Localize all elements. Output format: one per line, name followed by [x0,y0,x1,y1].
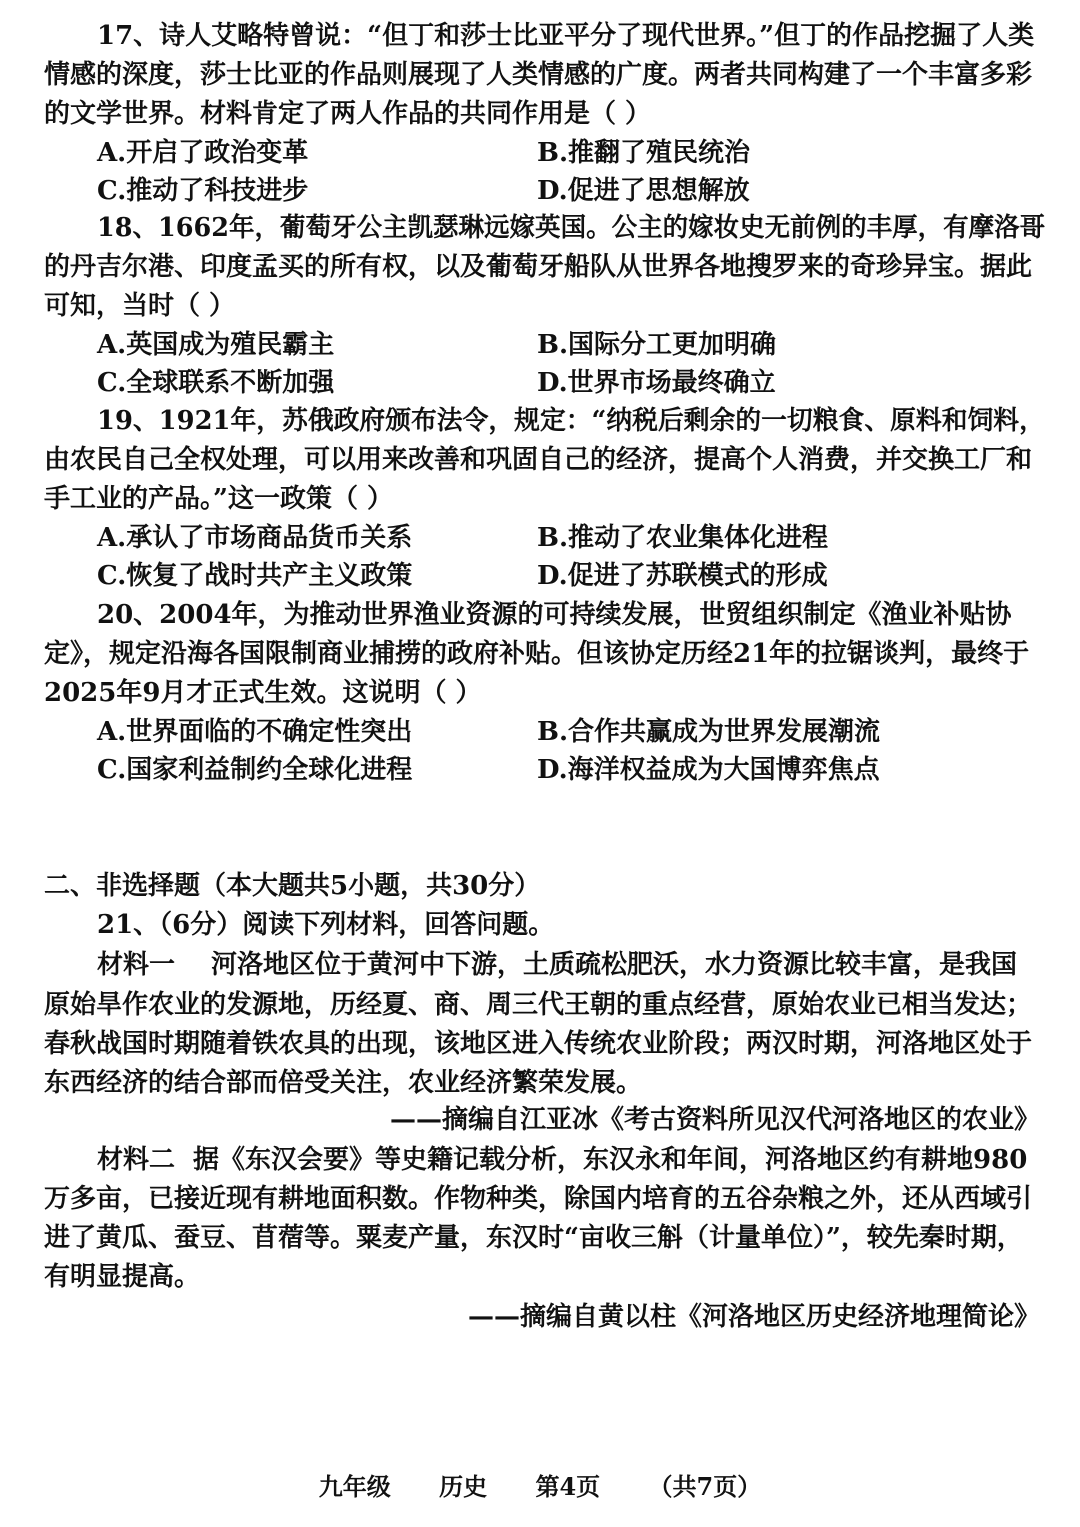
q18-options-row-1 [97,326,1057,364]
q17-line-1: 17、诗人艾略特曾说：“但丁和莎士比亚平分了现代世界。”但丁的作品挖掘了人类 [97,21,1035,51]
footer-grade: 九年级 [318,1472,391,1501]
q19-line-1: 19、1921年，苏俄政府颁布法令，规定：“纳税后剩余的一切粮食、原料和饲料， [97,406,1045,436]
q18-option-c: C.全球联系不断加强 [97,368,335,398]
material-1-first-line [97,946,1017,984]
footer-page-number: 第4页 [535,1472,601,1501]
q19-line-3: 手工业的产品。”这一政策（ ） [44,484,394,514]
q19-option-a: A.承认了市场商品货币关系 [97,523,413,553]
q17-option-a: A.开启了政治变革 [97,138,309,168]
q17-line-2: 情感的深度，莎士比亚的作品则展现了人类情感的广度。两者共同构建了一个丰富多彩 [44,60,1033,90]
material-2-line-2: 万多亩，已接近现有耕地面积数。作物种类，除国内培育的五谷杂粮之外，还从西域引 [44,1184,1033,1214]
material-1-line-2: 原始旱作农业的发源地，历经夏、商、周三代王朝的重点经营，原始农业已相当发达； [44,990,1033,1020]
q18-option-a: A.英国成为殖民霸主 [97,330,335,360]
q20-option-b: B.合作共赢成为世界发展潮流 [537,717,881,747]
material-2-line-3: 进了黄瓜、蚕豆、苜蓿等。粟麦产量，东汉时“亩收三斛（计量单位）”，较先秦时期， [44,1223,1023,1253]
q18-option-b: B.国际分工更加明确 [537,330,777,360]
q19-options-row-2 [97,557,1057,595]
q18-options-row-2 [97,364,1057,402]
q20-option-a: A.世界面临的不确定性突出 [97,717,413,747]
section-2-heading: 二、非选择题（本大题共5小题，共30分） [44,871,541,901]
q20-options-row-2 [97,751,1057,789]
material-1-line-3: 春秋战国时期随着铁农具的出现，该地区进入传统农业阶段；两汉时期，河洛地区处于 [44,1029,1033,1059]
q17-option-c: C.推动了科技进步 [97,176,309,206]
q20-line-2: 定》，规定沿海各国限制商业捕捞的政府补贴。但该协定历经21年的拉锯谈判，最终于 [44,639,1030,669]
q19-option-c: C.恢复了战时共产主义政策 [97,561,413,591]
q18-option-d: D.世界市场最终确立 [537,368,776,398]
q20-line-3: 2025年9月才正式生效。这说明（ ） [44,678,482,708]
q20-option-c: C.国家利益制约全球化进程 [97,755,413,785]
q20-option-d: D.海洋权益成为大国博弈焦点 [537,755,880,785]
material-2-label: 材料二 [97,1145,176,1175]
material-2-source: ——摘编自黄以柱《河洛地区历史经济地理简论》 [467,1302,1040,1332]
q20-options-row-1 [97,713,1057,751]
q19-option-d: D.促进了苏联模式的形成 [537,561,828,591]
material-2-line-4: 有明显提高。 [44,1262,201,1292]
footer-total-pages: （共7页） [648,1472,762,1501]
q20-line-1: 20、2004年，为推动世界渔业资源的可持续发展，世贸组织制定《渔业补贴协 [97,600,1012,630]
q17-options-row-2 [97,172,1057,210]
q17-line-3: 的文学世界。材料肯定了两人作品的共同作用是（ ） [44,99,652,129]
page-footer [0,1468,1080,1506]
q21-intro: 21、（6分）阅读下列材料，回答问题。 [97,910,555,940]
q17-option-b: B.推翻了殖民统治 [537,138,751,168]
material-2-line-1: 据《东汉会要》等史籍记载分析，东汉永和年间，河洛地区约有耕地980 [193,1145,1028,1175]
q18-line-3: 可知，当时（ ） [44,291,236,321]
q19-option-b: B.推动了农业集体化进程 [537,523,829,553]
footer-subject: 历史 [439,1472,488,1501]
q19-line-2: 由农民自己全权处理，可以用来改善和巩固自己的经济，提高个人消费，并交换工厂和 [44,445,1033,475]
material-1-source: ——摘编自江亚冰《考古资料所见汉代河洛地区的农业》 [389,1105,1040,1135]
q18-line-2: 的丹吉尔港、印度孟买的所有权，以及葡萄牙船队从世界各地搜罗来的奇珍异宝。据此 [44,252,1033,282]
material-1-line-4: 东西经济的结合部而倍受关注，农业经济繁荣发展。 [44,1068,643,1098]
q18-line-1: 18、1662年，葡萄牙公主凯瑟琳远嫁英国。公主的嫁妆史无前例的丰厚，有摩洛哥 [97,213,1046,243]
material-2-first-line [97,1141,1027,1179]
q17-option-d: D.促进了思想解放 [537,176,750,206]
material-1-label: 材料一 [97,950,176,980]
material-1-line-1: 河洛地区位于黄河中下游，土质疏松肥沃，水力资源比较丰富，是我国 [211,950,1018,980]
q19-options-row-1 [97,519,1057,557]
q17-options-row-1 [97,134,1057,172]
